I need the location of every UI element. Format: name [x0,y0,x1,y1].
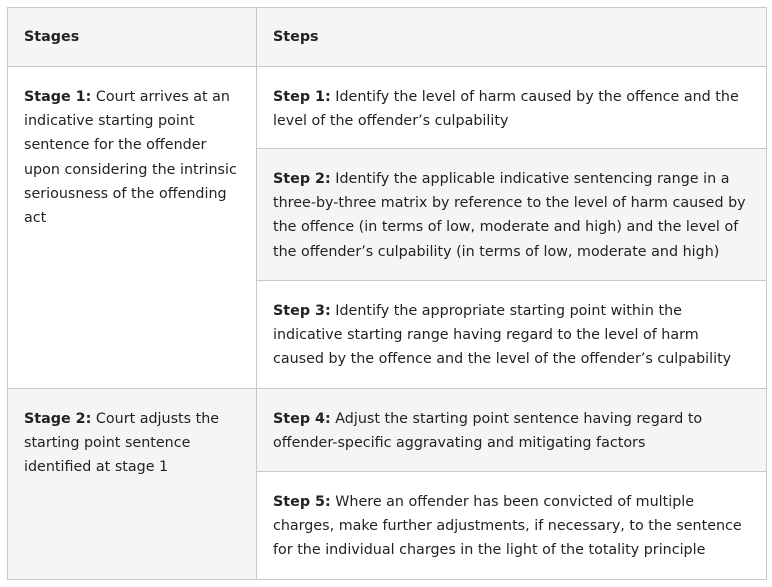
step-4-cell [257,389,767,472]
stage-1-text: Court arrives at an indicative starting point sentence for the offender upon considering the intrinsic seriousness of the offending act [24,89,237,227]
step-2-cell [257,149,767,281]
step-1-text: Identify the level of harm caused by the offence and the level of the offender’s culpability [273,89,739,130]
stage-1-cell [8,67,257,389]
stage-2-text: Court adjusts the starting point sentence identified at stage 1 [24,411,220,476]
header-row [8,8,767,67]
table-row [8,67,767,149]
step-3-label: Step 3: [273,303,331,319]
step-4-text: Adjust the starting point sentence having regard to offender-specific aggravating and mitigating factors [273,411,703,452]
step-5-text: Where an offender has been convicted of multiple charges, make further adjustments, if necessary, to the sentence for the individual charges in the light of the totality principle [273,494,742,559]
step-3-cell [257,281,767,389]
stage-2-label: Stage 2: [24,411,92,427]
step-5-cell [257,472,767,580]
step-2-text: Identify the applicable indicative sentencing range in a three-by-three matrix by reference to the level of harm caused by the offence (in terms of low, moderate and high) and the level of the offender’s culpability (in terms of low, moderate and high) [273,171,746,260]
table-row [8,389,767,472]
step-1-cell [257,67,767,149]
step-5-label: Step 5: [273,494,331,510]
step-4-label: Step 4: [273,411,331,427]
header-steps: Steps [257,8,767,67]
step-2-label: Step 2: [273,171,331,187]
stage-2-cell [8,389,257,580]
step-3-text: Identify the appropriate starting point within the indicative starting range having regard to the level of harm caused by the offence and the level of the offender’s culpability [273,303,732,368]
header-stages: Stages [8,8,257,67]
step-1-label: Step 1: [273,89,331,105]
stage-1-label: Stage 1: [24,89,92,105]
sentencing-stages-table [7,7,767,580]
